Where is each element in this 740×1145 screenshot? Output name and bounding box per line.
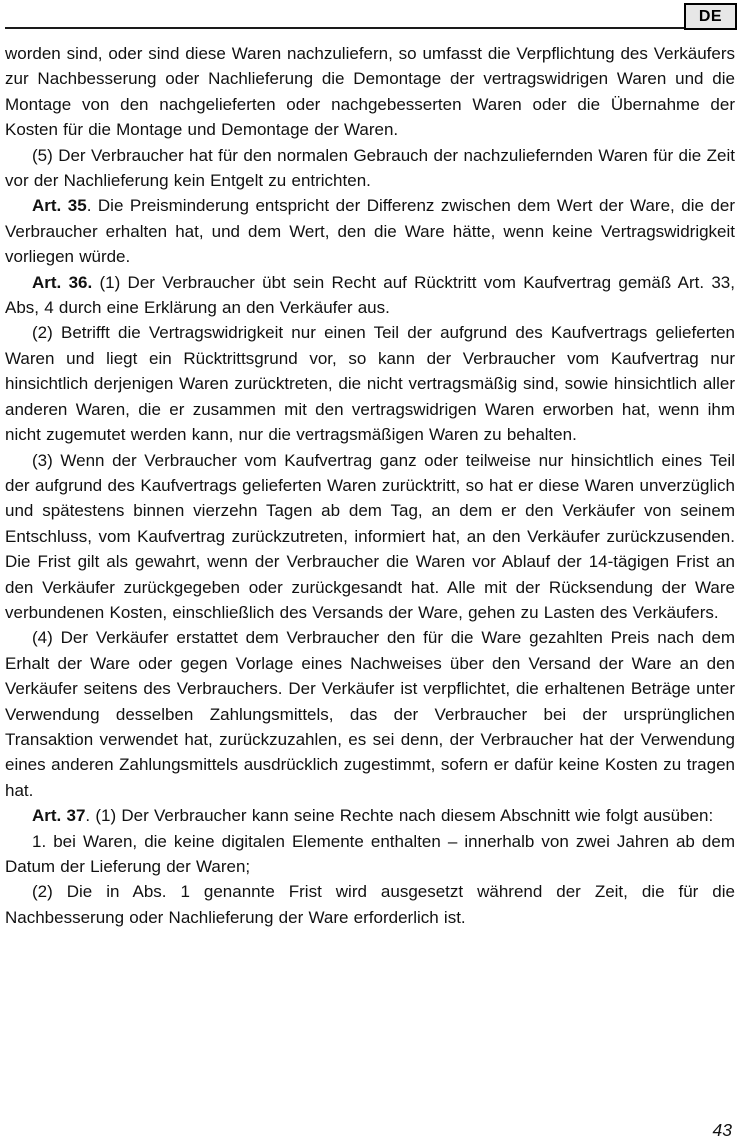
paragraph <box>5 41 735 143</box>
paragraph <box>5 270 735 321</box>
paragraph <box>5 193 735 269</box>
paragraph <box>5 879 735 930</box>
paragraph-text: (2) Betrifft die Vertragswidrigkeit nur einen Teil der aufgrund des Kaufvertrags gelieferten Waren und liegt ein Rücktrittsgrund vor, so kann der Verbraucher vom Kaufvertrag nur hinsichtlich derjenigen Waren zurücktreten, die nicht vertragsmäßig sind, sowie hinsichtlich aller anderen Waren, die er zusammen mit den vertragswidrigen Waren erworben hat, wenn ihm nicht zugemutet werden kann, nur die vertragsmäßigen Waren zu behalten. <box>5 323 735 445</box>
paragraph <box>5 448 735 626</box>
article-label: Art. 37 <box>32 806 86 826</box>
article-label: Art. 35 <box>32 196 87 216</box>
paragraph-text: . Die Preisminderung entspricht der Differenz zwischen dem Wert der Ware, die der Verbraucher erhalten hat, und dem Wert, den die Ware hätte, wenn keine Vertragswidrigkeit vorliegen würde. <box>5 196 735 267</box>
paragraph-text: (3) Wenn der Verbraucher vom Kaufvertrag ganz oder teilweise nur hinsichtlich eines Teil der aufgrund des Kaufvertrags gelieferten Waren zurücktritt, so hat er diese Waren unverzüglich und spätestens binnen vierzehn Tagen ab dem Tag, an dem er den Verkäufer von seinem Entschluss, vom Kaufvertrag zurückzutreten, informiert hat, an den Verkäufer zurückzusenden. Die Frist gilt als gewahrt, wenn der Verbraucher die Waren vor Ablauf der 14-tägigen Frist an den Verkäufer zurückgegeben oder zurückgesandt hat. Alle mit der Rücksendung der Ware verbundenen Kosten, einschließlich des Versands der Ware, gehen zu Lasten des Verkäufers. <box>5 450 735 622</box>
paragraph <box>5 320 735 447</box>
paragraph <box>5 143 735 194</box>
paragraph-text: (5) Der Verbraucher hat für den normalen Gebrauch der nachzuliefernden Waren für die Zeit vor der Nachlieferung kein Entgelt zu entrichten. <box>5 145 735 191</box>
article-label: Art. 36. <box>32 272 93 292</box>
paragraph-text: . (1) Der Verbraucher kann seine Rechte nach diesem Abschnitt wie folgt ausüben: <box>85 806 714 826</box>
header-rule <box>5 27 684 29</box>
paragraph <box>5 625 735 803</box>
language-badge: DE <box>684 3 737 30</box>
paragraph <box>5 829 735 880</box>
paragraph-text: (4) Der Verkäufer erstattet dem Verbraucher den für die Ware gezahlten Preis nach dem Erhalt der Ware oder gegen Vorlage eines Nachweises über den Versand der Ware an den Verkäufer seitens des Verbrauchers. Der Verkäufer ist verpflichtet, die erhaltenen Beträge unter Verwendung desselben Zahlungsmittels, das der Verbraucher bei der ursprünglichen Transaktion verwendet hat, zurückzuzahlen, es sei denn, der Verbraucher hat der Verwendung eines anderen Zahlungsmittels ausdrücklich zugestimmt, sofern er dafür keine Kosten zu tragen hat. <box>5 628 735 800</box>
paragraph-text: worden sind, oder sind diese Waren nachzuliefern, so umfasst die Verpflichtung des Verkäufers zur Nachbesserung oder Nachlieferung die Demontage der vertragswidrigen Waren und die Montage von den nachgelieferten oder nachgebesserten Waren oder die Übernahme der Kosten für die Montage und Demontage der Waren. <box>5 44 735 140</box>
paragraph <box>5 803 735 828</box>
paragraph-text: (2) Die in Abs. 1 genannte Frist wird ausgesetzt während der Zeit, die für die Nachbesserung oder Nachlieferung der Ware erforderlich ist. <box>5 882 735 927</box>
paragraph-text: (1) Der Verbraucher übt sein Recht auf Rücktritt vom Kaufvertrag gemäß Art. 33, Abs, 4 durch eine Erklärung an den Verkäufer aus. <box>5 272 735 318</box>
paragraph-text: 1. bei Waren, die keine digitalen Elemente enthalten – innerhalb von zwei Jahren ab dem Datum der Lieferung der Waren; <box>5 831 735 876</box>
page-header <box>0 0 740 32</box>
page-number: 43 <box>712 1120 732 1140</box>
document-body <box>5 41 735 930</box>
